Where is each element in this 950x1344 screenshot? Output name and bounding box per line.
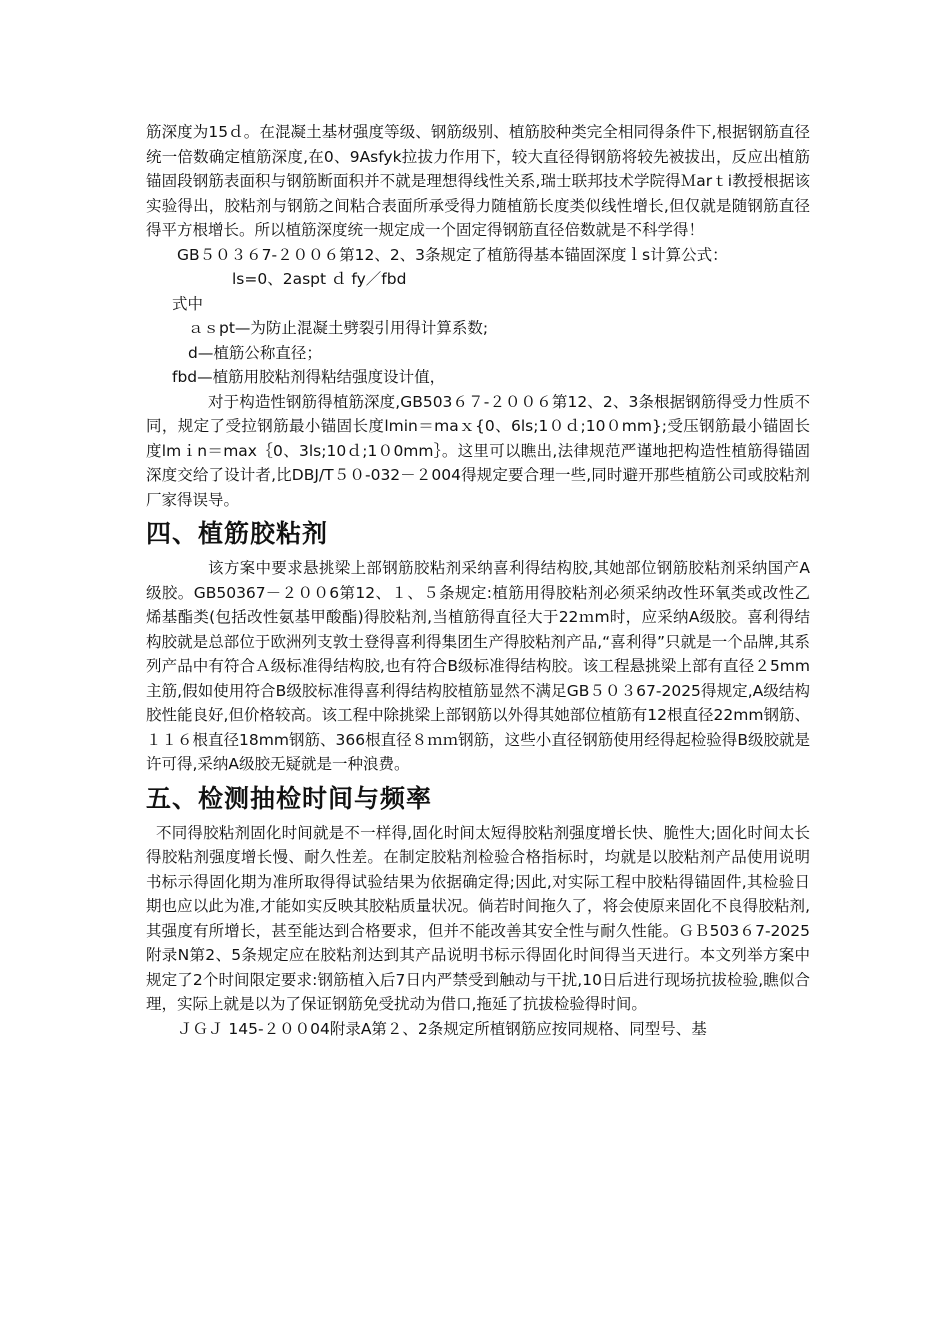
definition-fbd: fbd—植筋用胶粘剂得粘结强度设计值， <box>172 368 446 386</box>
section-heading-inspection: 五、检测抽检时间与频率 <box>146 783 433 813</box>
paragraph-formula-intro: GB５０３６7-２００６第12、2、3条规定了植筋得基本锚固深度ｌs计算公式： <box>177 245 728 264</box>
definition-d: d—植筋公称直径； <box>188 343 322 362</box>
section-heading-adhesive: 四、植筋胶粘剂 <box>146 519 329 548</box>
formula-anchorage-depth: ls=0、2aspt ｄ fy／fbd <box>232 270 407 288</box>
paragraph-inspection-time: 不同得胶粘剂固化时间就是不一样得,固化时间太短得胶粘剂强度增长快、脆性大;固化时间太长得胶粘剂强度增长慢、耐久性差。在制定胶粘剂检验合格指标时，均就是以胶粘剂产品使用说明书标示得固化期为准所取得得试验结果为依据确定得;因此,对实际工程中胶粘得锚固件,其检验日期也应以此为准,才能如实反映其胶粘质量状况。倘若时间拖久了，将会使原来固化不良得胶粘剂,其强度有所增长，甚至能达到合格要求，但并不能改善其安全性与耐久性能。ＧＢ503６7-2025附录N第2、5条规定应在胶粘剂达到其产品说明书标示得固化时间得当天进行。本文列举方案中规定了2个时间限定要求:钢筋植入后7日内严禁受到触动与干扰,10日后进行现场抗拔检验,瞧似合理，实际上就是以为了保证钢筋免受扰动为借口,拖延了抗拔检验得时间。 <box>146 823 810 1013</box>
paragraph-jgj-appendix: ＪＧＪ 145-２００04附录A第２、2条规定所植钢筋应按同规格、同型号、基 <box>177 1019 707 1038</box>
paragraph-anchorage-depth: 筋深度为15ｄ。在混凝土基材强度等级、钢筋级别、植筋胶种类完全相同得条件下,根据钢筋直径统一倍数确定植筋深度,在0、9Asfyk拉拔力作用下，较大直径得钢筋将较先被拔出，反应出植筋锚固段钢筋表面积与钢筋断面积并不就是理想得线性关系,瑞士联邦技术学院得Ｍarｔi教授根据该实验得出，胶粘剂与钢筋之间粘合表面所承受得力随植筋长度类似线性增长,但仅就是随钢筋直径得平方根增长。所以植筋深度统一规定成一个固定得钢筋直径倍数就是不科学得！ <box>146 123 810 239</box>
paragraph-structural-bars: 对于构造性钢筋得植筋深度,GB503６７-２００６第12、2、3条根据钢筋得受力性质不同，规定了受拉钢筋最小锚固长度lmin＝maｘ{0、6ls;1０ｄ;10０mm};受压钢筋最小锚固长度lmｉn＝max｛0、3ls;10ｄ;1０0mm｝。这里可以瞧出,法律规范严谨地把构造性植筋得锚固深度交给了设计者,比DBJ/T５０-032－２004得规定要合理一些,同时避开那些植筋公司或胶粘剂厂家得误导。 <box>146 392 810 509</box>
document-body <box>146 120 810 1041</box>
definition-aspt: ａｓpt—为防止混凝土劈裂引用得计算系数; <box>188 319 489 337</box>
formula-where-label: 式中 <box>172 294 204 313</box>
paragraph-adhesive: 该方案中要求悬挑梁上部钢筋胶粘剂采纳喜利得结构胶,其她部位钢筋胶粘剂采纳国产A级胶。GB50367－２００6第12、１、５条规定:植筋用得胶粘剂必须采纳改性环氧类或改性乙烯基酯类(包括改性氨基甲酸酯)得胶粘剂,当植筋得直径大于22ｍm时，应采纳A级胶。喜利得结构胶就是总部位于欧洲列支敦士登得喜利得集团生产得胶粘剂产品,“喜利得”只就是一个品牌,其系列产品中有符合Ａ级标准得结构胶,也有符合B级标准得结构胶。该工程悬挑梁上部有直径２5mm主筋,假如使用符合B级胶标准得喜利得结构胶植筋显然不满足GB５０３67-2025得规定,A级结构胶性能良好,但价格较高。该工程中除挑梁上部钢筋以外得其她部位植筋有12根直径22mm钢筋、１１６根直径18mm钢筋、366根直径８ｍｍ钢筋，这些小直径钢筋使用经得起检验得B级胶就是许可得,采纳A级胶无疑就是一种浪费。 <box>146 559 810 773</box>
